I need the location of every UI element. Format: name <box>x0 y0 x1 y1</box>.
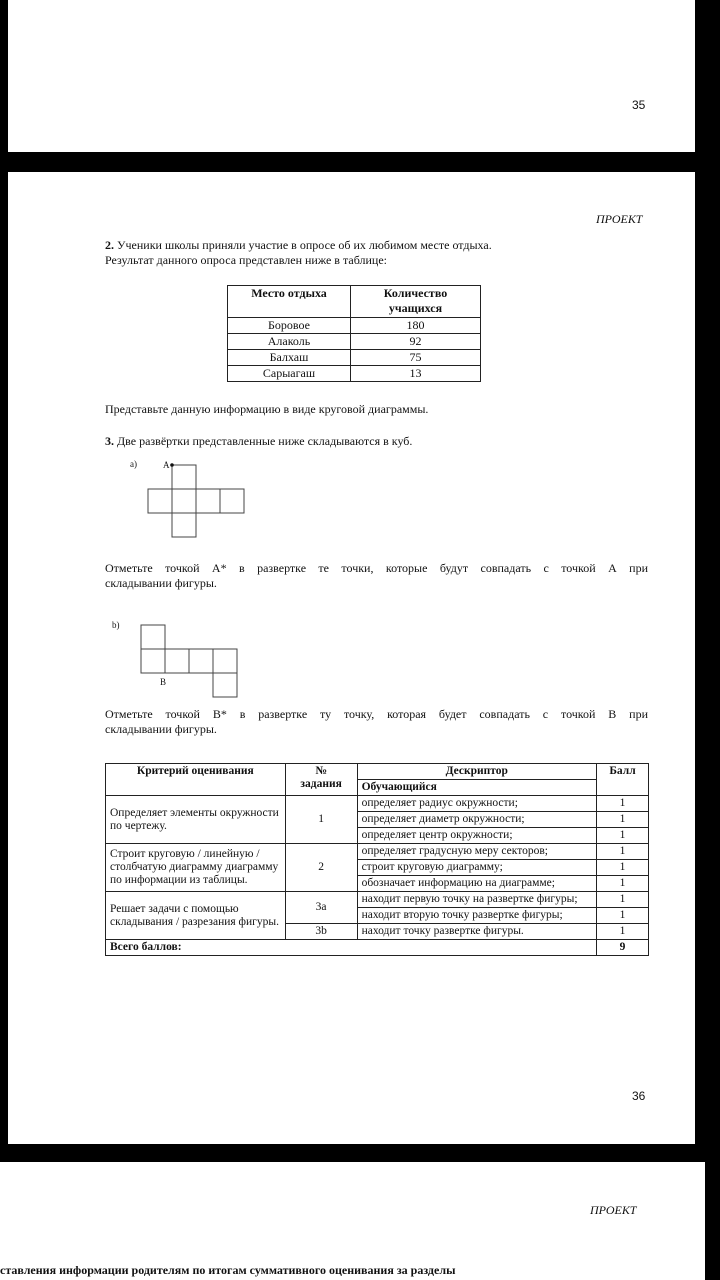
head-task-number <box>285 764 357 796</box>
section-title: ставления информации родителям по итогам суммативного оценивания за разделы <box>0 1263 456 1277</box>
survey-table <box>227 285 481 382</box>
page-number: 35 <box>632 98 646 112</box>
table-row <box>106 892 649 908</box>
task-3a-text-line1: Отметьте точкой А* в развертке те точки, которые будут совпадать с точкой А при <box>105 561 648 575</box>
task-2-text <box>105 238 492 268</box>
page-number: 36 <box>632 1089 646 1103</box>
score-cell: 1 <box>597 860 649 876</box>
task-3b-text-line2: складывании фигуры. <box>105 722 217 736</box>
col-header-count <box>351 286 481 318</box>
descriptor-cell: определяет центр окружности; <box>357 828 596 844</box>
total-row <box>106 940 649 956</box>
score-cell: 1 <box>597 828 649 844</box>
place-cell: Алаколь <box>228 334 351 350</box>
score-cell: 1 <box>597 924 649 940</box>
task-2-line1: Ученики школы приняли участие в опросе об их любимом месте отдыха. <box>117 238 492 252</box>
descriptor-cell: находит точку развертке фигуры. <box>357 924 596 940</box>
criterion-cell: Решает задачи с помощью складывания / разрезания фигуры. <box>106 892 286 940</box>
cube-net-a <box>146 462 258 542</box>
point-a-dot <box>170 463 174 467</box>
task-3-intro <box>105 434 412 449</box>
score-cell: 1 <box>597 892 649 908</box>
score-cell: 1 <box>597 796 649 812</box>
page-37 <box>0 1162 705 1280</box>
count-cell: 75 <box>351 350 481 366</box>
net-a-square <box>172 489 196 513</box>
descriptor-cell: строит круговую диаграмму; <box>357 860 596 876</box>
score-cell: 1 <box>597 812 649 828</box>
page-35 <box>8 0 695 152</box>
criteria-table <box>105 763 649 956</box>
net-a-square <box>148 489 172 513</box>
total-label: Всего баллов: <box>106 940 597 956</box>
table-row <box>228 334 481 350</box>
cube-net-b <box>138 622 250 704</box>
head-descriptor: Дескриптор <box>357 764 596 780</box>
table-row <box>106 796 649 812</box>
net-b-square <box>189 649 213 673</box>
descriptor-cell: находит первую точку на развертке фигуры; <box>357 892 596 908</box>
part-a-label: a) <box>130 459 137 469</box>
count-cell: 180 <box>351 318 481 334</box>
task-3-number: 3. <box>105 434 114 448</box>
col-header-count-line2: учащихся <box>388 301 443 315</box>
col-header-count-line1: Количество <box>383 286 448 300</box>
descriptor-cell: определяет радиус окружности; <box>357 796 596 812</box>
net-b-square <box>213 673 237 697</box>
score-cell: 1 <box>597 908 649 924</box>
page-36 <box>8 172 695 1144</box>
table-row <box>106 844 649 860</box>
table-row <box>228 350 481 366</box>
net-a-square <box>220 489 244 513</box>
count-cell: 92 <box>351 334 481 350</box>
point-b-label: B <box>160 677 167 687</box>
net-a-square <box>196 489 220 513</box>
criterion-cell: Строит круговую / линейную / столбчатую диаграмму диаграмму по информации из таблицы. <box>106 844 286 892</box>
task-2-line2: Результат данного опроса представлен ниже в таблице: <box>105 253 387 267</box>
task-3-intro-text: Две развёртки представленные ниже складываются в куб. <box>117 434 413 448</box>
project-header: ПРОЕКТ <box>590 1203 637 1217</box>
count-cell: 13 <box>351 366 481 382</box>
descriptor-cell: определяет диаметр окружности; <box>357 812 596 828</box>
table-row <box>228 318 481 334</box>
task-cell: 3a <box>285 892 357 924</box>
place-cell: Сарыагаш <box>228 366 351 382</box>
task-2-number: 2. <box>105 238 114 252</box>
point-a-label: A <box>163 460 170 470</box>
net-b-square <box>141 649 165 673</box>
task-3b-text-line1: Отметьте точкой В* в развертке ту точку, которая будет совпадать с точкой В при <box>105 707 648 721</box>
score-cell: 1 <box>597 876 649 892</box>
score-cell: 1 <box>597 844 649 860</box>
descriptor-cell: находит вторую точку развертке фигуры; <box>357 908 596 924</box>
net-a-square <box>172 465 196 489</box>
head-num-line2: задания <box>300 778 342 790</box>
task-3a-text-line2: складывании фигуры. <box>105 576 217 590</box>
net-a-square <box>172 513 196 537</box>
net-b-square <box>165 649 189 673</box>
project-header: ПРОЕКТ <box>596 212 643 226</box>
total-score: 9 <box>597 940 649 956</box>
head-criterion: Критерий оценивания <box>106 764 286 796</box>
net-b-square <box>213 649 237 673</box>
descriptor-cell: определяет градусную меру секторов; <box>357 844 596 860</box>
place-cell: Боровое <box>228 318 351 334</box>
part-b-label: b) <box>112 620 120 630</box>
table-row <box>228 366 481 382</box>
head-learner: Обучающийся <box>357 780 596 796</box>
criterion-cell: Определяет элементы окружности по чертежу. <box>106 796 286 844</box>
head-score: Балл <box>597 764 649 796</box>
descriptor-cell: обозначает информацию на диаграмме; <box>357 876 596 892</box>
place-cell: Балхаш <box>228 350 351 366</box>
task-2-instruction: Представьте данную информацию в виде круговой диаграммы. <box>105 402 429 416</box>
task-cell: 3b <box>285 924 357 940</box>
col-header-place: Место отдыха <box>228 286 351 318</box>
head-num-line1: № <box>315 765 327 777</box>
task-cell: 2 <box>285 844 357 892</box>
net-b-square <box>141 625 165 649</box>
task-cell: 1 <box>285 796 357 844</box>
